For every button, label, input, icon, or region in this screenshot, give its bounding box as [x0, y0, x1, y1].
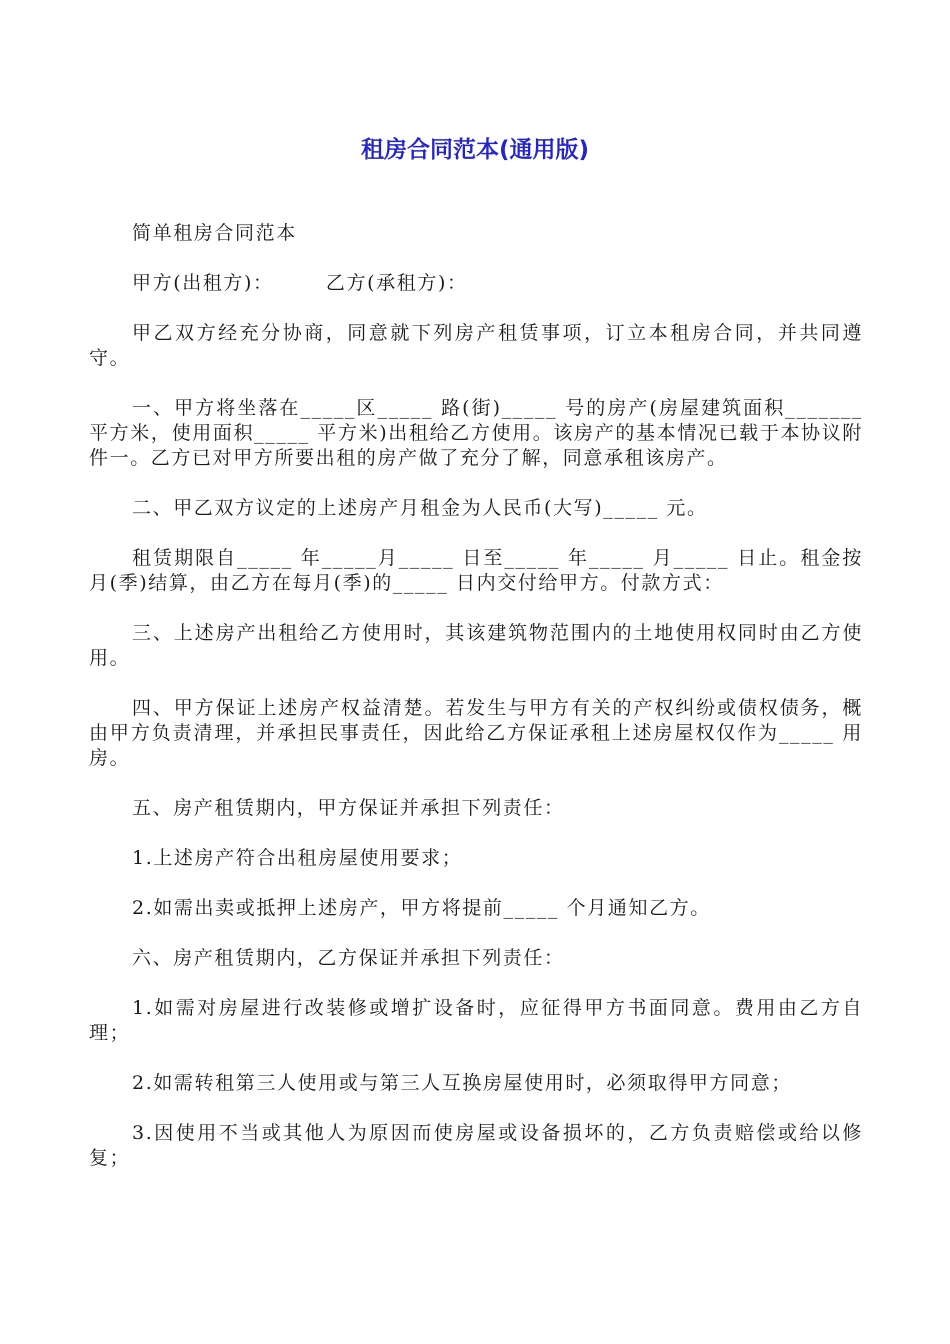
- paragraph-clause-5-item-2: 2.如需出卖或抵押上述房产，甲方将提前_____ 个月通知乙方。: [132, 897, 711, 919]
- paragraph-lease-term: 租赁期限自_____ 年_____月_____ 日至_____ 年_____ 月_____ 日止。租金按月(季)结算，由乙方在每月(季)的_____ 日内交付给甲方。付款方式：: [89, 547, 863, 594]
- paragraph-parties: 甲方(出租方)： 乙方(承租方)：: [132, 272, 468, 294]
- paragraph-clause-4: 四、甲方保证上述房产权益清楚。若发生与甲方有关的产权纠纷或债权债务，概由甲方负责清理，并承担民事责任，因此给乙方保证承租上述房屋权仅作为_____ 用房。: [89, 697, 863, 769]
- document-title: 租房合同范本(通用版): [360, 137, 590, 163]
- paragraph-heading: 简单租房合同范本: [132, 222, 297, 244]
- paragraph-clause-6-item-1: 1.如需对房屋进行改装修或增扩设备时，应征得甲方书面同意。费用由乙方自理；: [89, 997, 863, 1044]
- paragraph-clause-1: 一、甲方将坐落在_____区_____ 路(街)_____ 号的房产(房屋建筑面积_______ 平方米，使用面积_____ 平方米)出租给乙方使用。该房产的基本情况已载于本协议附件一。乙方已对甲方所要出租的房产做了充分了解，同意承租该房产。: [89, 397, 863, 469]
- document-body: [89, 221, 863, 1196]
- paragraph-clause-6: 六、房产租赁期内，乙方保证并承担下列责任：: [132, 947, 565, 969]
- paragraph-clause-5: 五、房产租赁期内，甲方保证并承担下列责任：: [132, 797, 565, 819]
- paragraph-clause-3: 三、上述房产出租给乙方使用时，其该建筑物范围内的土地使用权同时由乙方使用。: [89, 622, 863, 669]
- paragraph-clause-5-item-1: 1.上述房产符合出租房屋使用要求；: [132, 847, 463, 869]
- paragraph-clause-6-item-2: 2.如需转租第三人使用或与第三人互换房屋使用时，必须取得甲方同意；: [132, 1072, 792, 1094]
- paragraph-clause-6-item-3: 3.因使用不当或其他人为原因而使房屋或设备损坏的，乙方负责赔偿或给以修复；: [89, 1122, 863, 1169]
- paragraph-clause-2: 二、甲乙双方议定的上述房产月租金为人民币(大写)_____ 元。: [132, 497, 708, 519]
- paragraph-intro: 甲乙双方经充分协商，同意就下列房产租赁事项，订立本租房合同，并共同遵守。: [89, 322, 863, 369]
